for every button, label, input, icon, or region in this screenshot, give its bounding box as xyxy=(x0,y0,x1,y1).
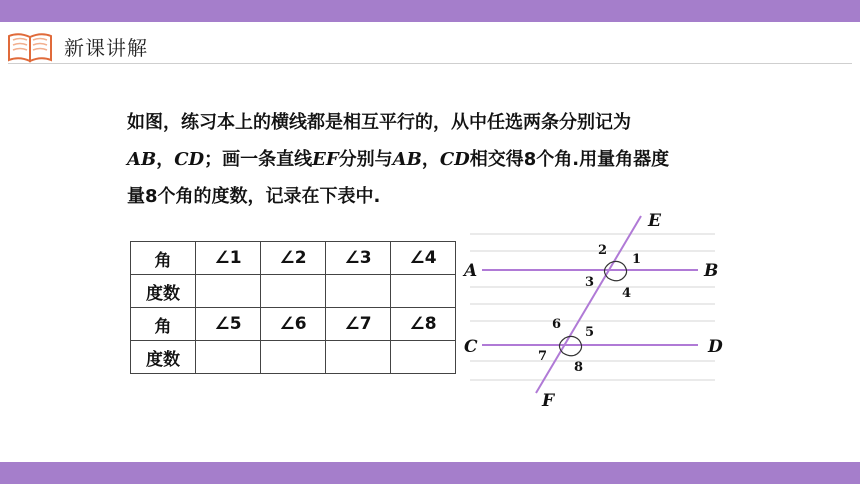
label-ab: AB xyxy=(392,149,422,170)
label-cd: CD xyxy=(439,149,470,170)
label-f: F xyxy=(542,391,555,408)
table-cell[interactable] xyxy=(326,341,391,374)
label-b: B xyxy=(704,261,719,281)
table-cell: ∠5 xyxy=(196,308,261,341)
parallel-lines-diagram xyxy=(460,208,730,408)
comma: ， xyxy=(156,149,175,170)
label-ef: EF xyxy=(312,149,339,170)
label-e: E xyxy=(648,211,661,231)
open-book-icon xyxy=(6,30,54,64)
table-cell[interactable] xyxy=(196,341,261,374)
angle-label-7: 7 xyxy=(538,349,548,364)
table-cell: ∠6 xyxy=(261,308,326,341)
angle-label-3: 3 xyxy=(585,275,595,290)
text-segment: 相交得8个角.用量角器度 xyxy=(469,149,670,170)
label-a: A xyxy=(464,261,478,281)
header-divider xyxy=(8,63,852,64)
angle-label-5: 5 xyxy=(585,325,595,340)
table-cell: ∠3 xyxy=(326,242,391,275)
text-segment: 分别与 xyxy=(338,149,393,170)
angle-label-1: 1 xyxy=(632,252,642,267)
label-ab: AB xyxy=(127,149,157,170)
table-cell[interactable] xyxy=(391,341,456,374)
paragraph-line-2 xyxy=(127,145,669,171)
table-cell[interactable] xyxy=(196,275,261,308)
paragraph-line-1: 如图，练习本上的横线都是相互平行的，从中任选两条分别记为 xyxy=(127,112,631,133)
paragraph-line-3: 量8个角的度数，记录在下表中. xyxy=(127,186,381,207)
label-c: C xyxy=(464,337,478,357)
top-accent-bar xyxy=(0,0,860,22)
table-row xyxy=(131,275,456,308)
table-cell: ∠1 xyxy=(196,242,261,275)
angle-label-6: 6 xyxy=(552,317,562,332)
table-cell: ∠4 xyxy=(391,242,456,275)
angle-label-2: 2 xyxy=(598,243,608,258)
angle-table xyxy=(130,241,456,374)
label-d: D xyxy=(708,337,723,357)
text-segment: ；画一条直线 xyxy=(204,149,313,170)
notebook-lines xyxy=(470,234,715,380)
angle-label-8: 8 xyxy=(574,360,584,375)
table-cell: 角 xyxy=(131,242,196,275)
table-cell: ∠2 xyxy=(261,242,326,275)
angle-label-4: 4 xyxy=(622,286,632,301)
table-cell: 度数 xyxy=(131,341,196,374)
table-cell: ∠8 xyxy=(391,308,456,341)
comma: ， xyxy=(421,149,440,170)
table-row xyxy=(131,308,456,341)
table-cell: 度数 xyxy=(131,275,196,308)
table-cell[interactable] xyxy=(261,275,326,308)
table-cell[interactable] xyxy=(391,275,456,308)
bottom-accent-bar xyxy=(0,462,860,484)
section-title: 新课讲解 xyxy=(64,36,148,60)
table-cell[interactable] xyxy=(261,341,326,374)
table-cell[interactable] xyxy=(326,275,391,308)
table-cell: ∠7 xyxy=(326,308,391,341)
table-row xyxy=(131,242,456,275)
table-row xyxy=(131,341,456,374)
table-cell: 角 xyxy=(131,308,196,341)
label-cd: CD xyxy=(174,149,205,170)
